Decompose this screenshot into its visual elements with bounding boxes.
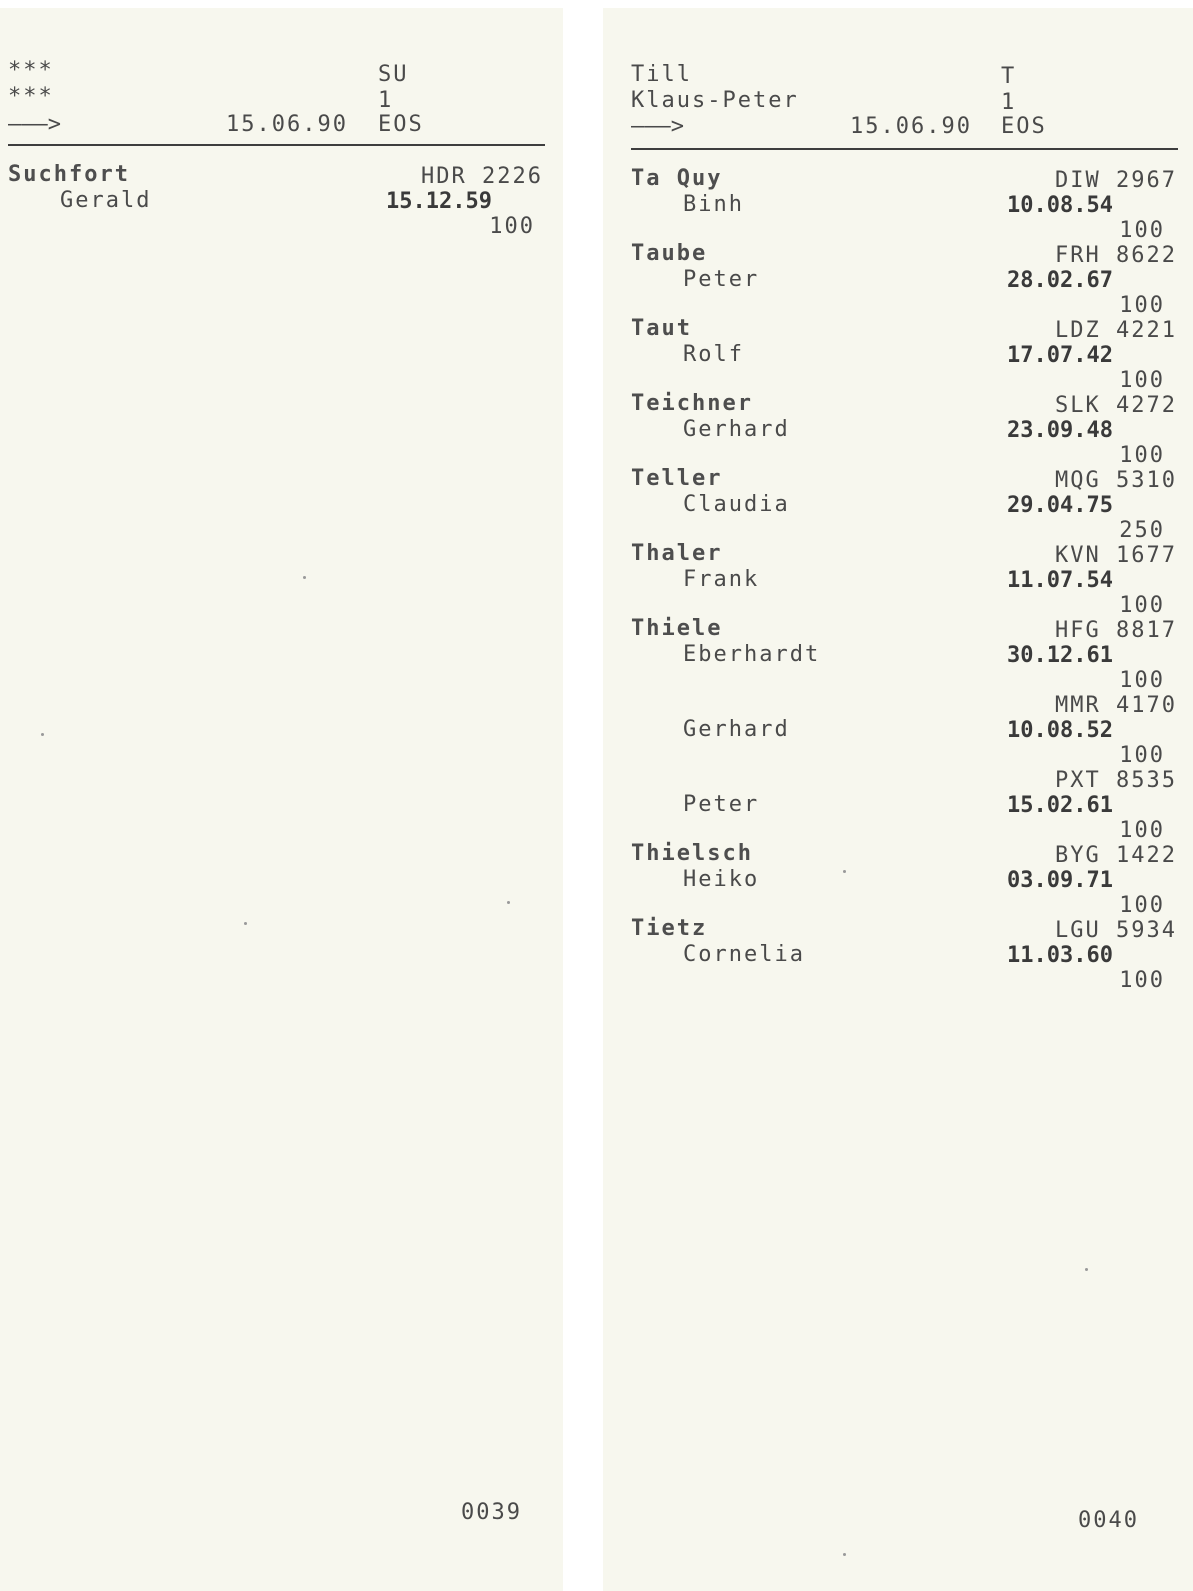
entry-given-name: Claudia <box>683 492 790 517</box>
entry-dob: 29.04.75 <box>1007 493 1113 518</box>
entry-amount: 100 <box>1119 218 1165 243</box>
entry-surname: Tietz <box>631 916 708 941</box>
entry-dob: 10.08.54 <box>1007 193 1113 218</box>
entry-amount: 100 <box>1119 968 1165 993</box>
entry-dob: 17.07.42 <box>1007 343 1113 368</box>
entry-code: HFG 8817 <box>1055 618 1177 643</box>
header-code-1: SU <box>378 62 409 87</box>
entry-dob: 03.09.71 <box>1007 868 1113 893</box>
entry-amount: 100 <box>489 214 535 239</box>
entry-code: SLK 4272 <box>1055 393 1177 418</box>
entry-amount: 100 <box>1119 368 1165 393</box>
page-number: 0040 <box>1078 1508 1139 1533</box>
header-date: 15.06.90 <box>226 112 348 137</box>
entry-given-name: Frank <box>683 567 760 592</box>
entry-code: FRH 8622 <box>1055 243 1177 268</box>
entry-code: MQG 5310 <box>1055 468 1177 493</box>
entry-surname: Taube <box>631 241 708 266</box>
entry-code: DIW 2967 <box>1055 168 1177 193</box>
entry-dob: 11.03.60 <box>1007 943 1113 968</box>
entry-surname: Thielsch <box>631 841 753 866</box>
entry-surname: Teichner <box>631 391 753 416</box>
paper-speck <box>244 922 247 925</box>
header-date: 15.06.90 <box>850 114 972 139</box>
header-code-3: EOS <box>378 112 424 137</box>
entry-code: HDR 2226 <box>421 164 543 189</box>
entry-given-name: Gerhard <box>683 417 790 442</box>
arrow-icon: ———> <box>631 114 684 139</box>
document-sheet-right <box>603 8 1193 1591</box>
header-code-2: 1 <box>1001 90 1017 115</box>
entry-amount: 100 <box>1119 818 1165 843</box>
entry-amount: 100 <box>1119 668 1165 693</box>
header-line-2: *** <box>8 84 54 109</box>
entry-given-name: Rolf <box>683 342 744 367</box>
entry-dob: 15.02.61 <box>1007 793 1113 818</box>
entry-dob: 15.12.59 <box>386 189 492 214</box>
entry-amount: 100 <box>1119 293 1165 318</box>
entry-code: PXT 8535 <box>1055 768 1177 793</box>
entry-given-name: Gerhard <box>683 717 790 742</box>
entry-code: LGU 5934 <box>1055 918 1177 943</box>
paper-speck <box>843 1553 846 1556</box>
header-code-1: T <box>1001 64 1017 89</box>
header-rule <box>631 148 1178 150</box>
document-sheet-left <box>0 8 563 1591</box>
entry-given-name: Gerald <box>60 188 152 213</box>
entry-code: BYG 1422 <box>1055 843 1177 868</box>
entry-amount: 100 <box>1119 593 1165 618</box>
header-rule <box>8 144 545 146</box>
header-code-3: EOS <box>1001 114 1047 139</box>
entry-dob: 11.07.54 <box>1007 568 1113 593</box>
paper-speck <box>303 576 306 579</box>
entry-amount: 100 <box>1119 893 1165 918</box>
paper-speck <box>1085 1268 1088 1271</box>
entry-given-name: Peter <box>683 792 760 817</box>
entry-surname: Thiele <box>631 616 723 641</box>
header-line-1: Till <box>631 62 692 87</box>
entry-surname: Ta Quy <box>631 166 723 191</box>
paper-speck <box>41 733 44 736</box>
entry-dob: 23.09.48 <box>1007 418 1113 443</box>
entry-given-name: Cornelia <box>683 942 805 967</box>
entry-surname: Taut <box>631 316 692 341</box>
paper-speck <box>843 870 846 873</box>
entry-code: KVN 1677 <box>1055 543 1177 568</box>
header-line-2: Klaus-Peter <box>631 88 799 113</box>
header-code-2: 1 <box>378 88 394 113</box>
entry-given-name: Heiko <box>683 867 760 892</box>
entry-dob: 10.08.52 <box>1007 718 1113 743</box>
entry-code: MMR 4170 <box>1055 693 1177 718</box>
entry-given-name: Peter <box>683 267 760 292</box>
entry-given-name: Binh <box>683 192 744 217</box>
entry-surname: Thaler <box>631 541 723 566</box>
entry-amount: 250 <box>1119 518 1165 543</box>
paper-speck <box>507 901 510 904</box>
entry-given-name: Eberhardt <box>683 642 821 667</box>
entry-surname: Suchfort <box>8 162 130 187</box>
entry-amount: 100 <box>1119 743 1165 768</box>
entry-amount: 100 <box>1119 443 1165 468</box>
entry-code: LDZ 4221 <box>1055 318 1177 343</box>
entry-dob: 30.12.61 <box>1007 643 1113 668</box>
header-line-1: *** <box>8 58 54 83</box>
entry-surname: Teller <box>631 466 723 491</box>
page-number: 0039 <box>461 1500 522 1525</box>
arrow-icon: ———> <box>8 112 61 137</box>
entry-dob: 28.02.67 <box>1007 268 1113 293</box>
